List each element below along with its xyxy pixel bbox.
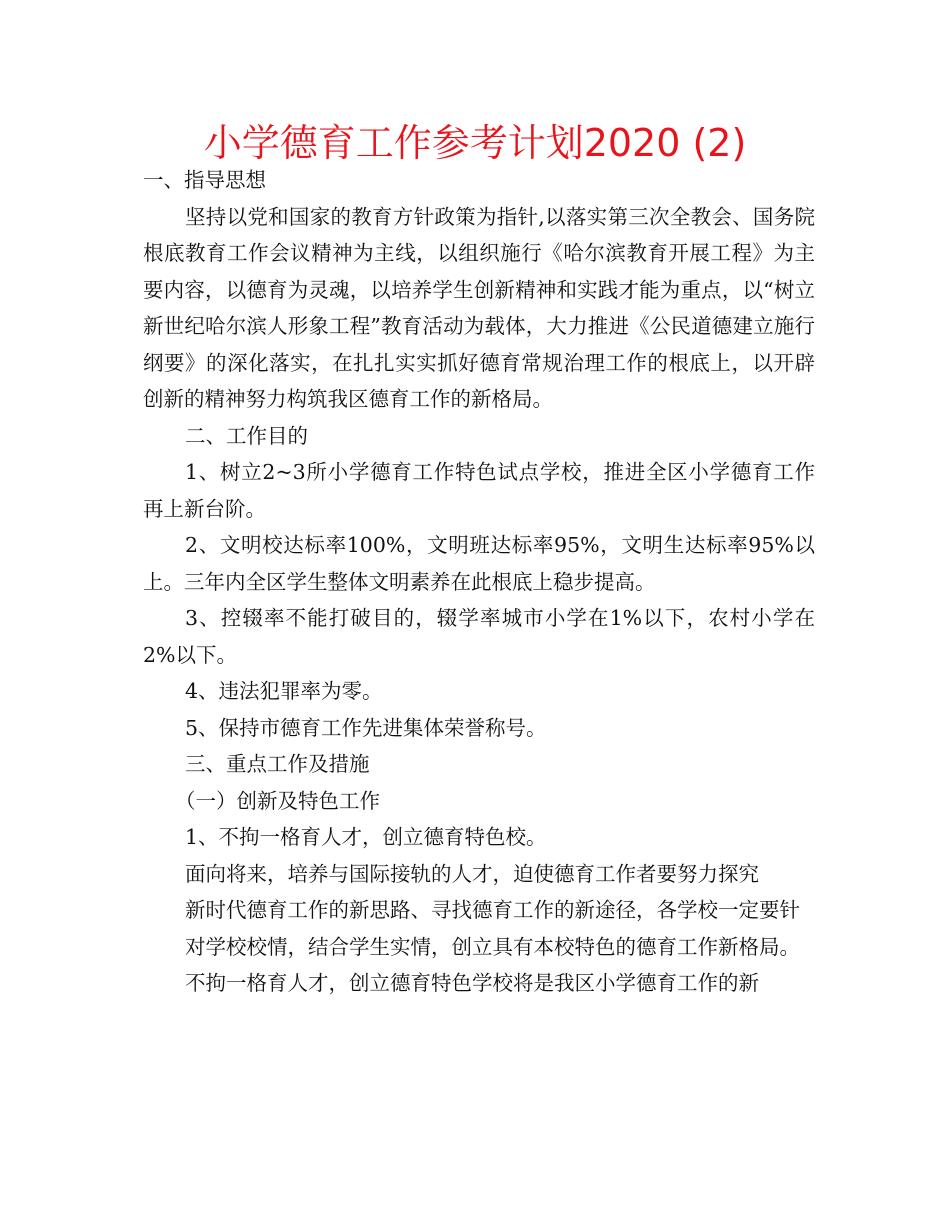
section-heading-guiding-thought: 一、指导思想 [143, 168, 266, 192]
paragraph: 新时代德育工作的新思路、寻找德育工作的新途径，各学校一定要针 [185, 898, 800, 922]
paragraph: 4、违法犯罪率为零。 [185, 679, 383, 703]
paragraph: 面向将来，培养与国际接轨的人才，迫使德育工作者要努力探究 [185, 861, 759, 886]
section-heading-key-work: 三、重点工作及措施 [185, 752, 370, 776]
paragraph: 1、不拘一格育人才，创立德育特色校。 [185, 825, 547, 849]
subsection-heading: （一）创新及特色工作 [175, 788, 380, 813]
paragraph: 1、树立2~3所小学德育工作特色试点学校，推进全区小学德育工作再上新台阶。 [143, 460, 815, 521]
paragraph: 对学校校情，结合学生实情，创立具有本校特色的德育工作新格局。 [185, 934, 800, 959]
paragraph: 坚持以党和国家的教育方针政策为指针,以落实第三次全教会、国务院根底教育工作会议精神为主线，以组织施行《哈尔滨教育开展工程》为主要内容，以德育为灵魂，以培养学生创新精神和实践才能为重点，以“树立新世纪哈尔滨人形象工程”教育活动为载体，大力推进《公民道德建立施行纲要》的深化落实，在扎扎实实抓好德育常规治理工作的根底上，以开辟创新的精神努力构筑我区德育工作的新格局。 [143, 204, 815, 411]
paragraph: 2、文明校达标率100%，文明班达标率95%，文明生达标率95%以上。三年内全区学生整体文明素养在此根底上稳步提高。 [143, 533, 815, 594]
paragraph: 5、保持市德育工作先进集体荣誉称号。 [185, 715, 547, 740]
section-heading-goals: 二、工作目的 [185, 423, 308, 448]
paragraph: 3、控辍率不能打破目的，辍学率城市小学在1%以下，农村小学在2%以下。 [143, 606, 815, 667]
paragraph: 不拘一格育人才，创立德育特色学校将是我区小学德育工作的新 [185, 971, 759, 995]
document-title: 小学德育工作参考计划2020 (2) [203, 121, 747, 165]
document-body [143, 162, 815, 1002]
